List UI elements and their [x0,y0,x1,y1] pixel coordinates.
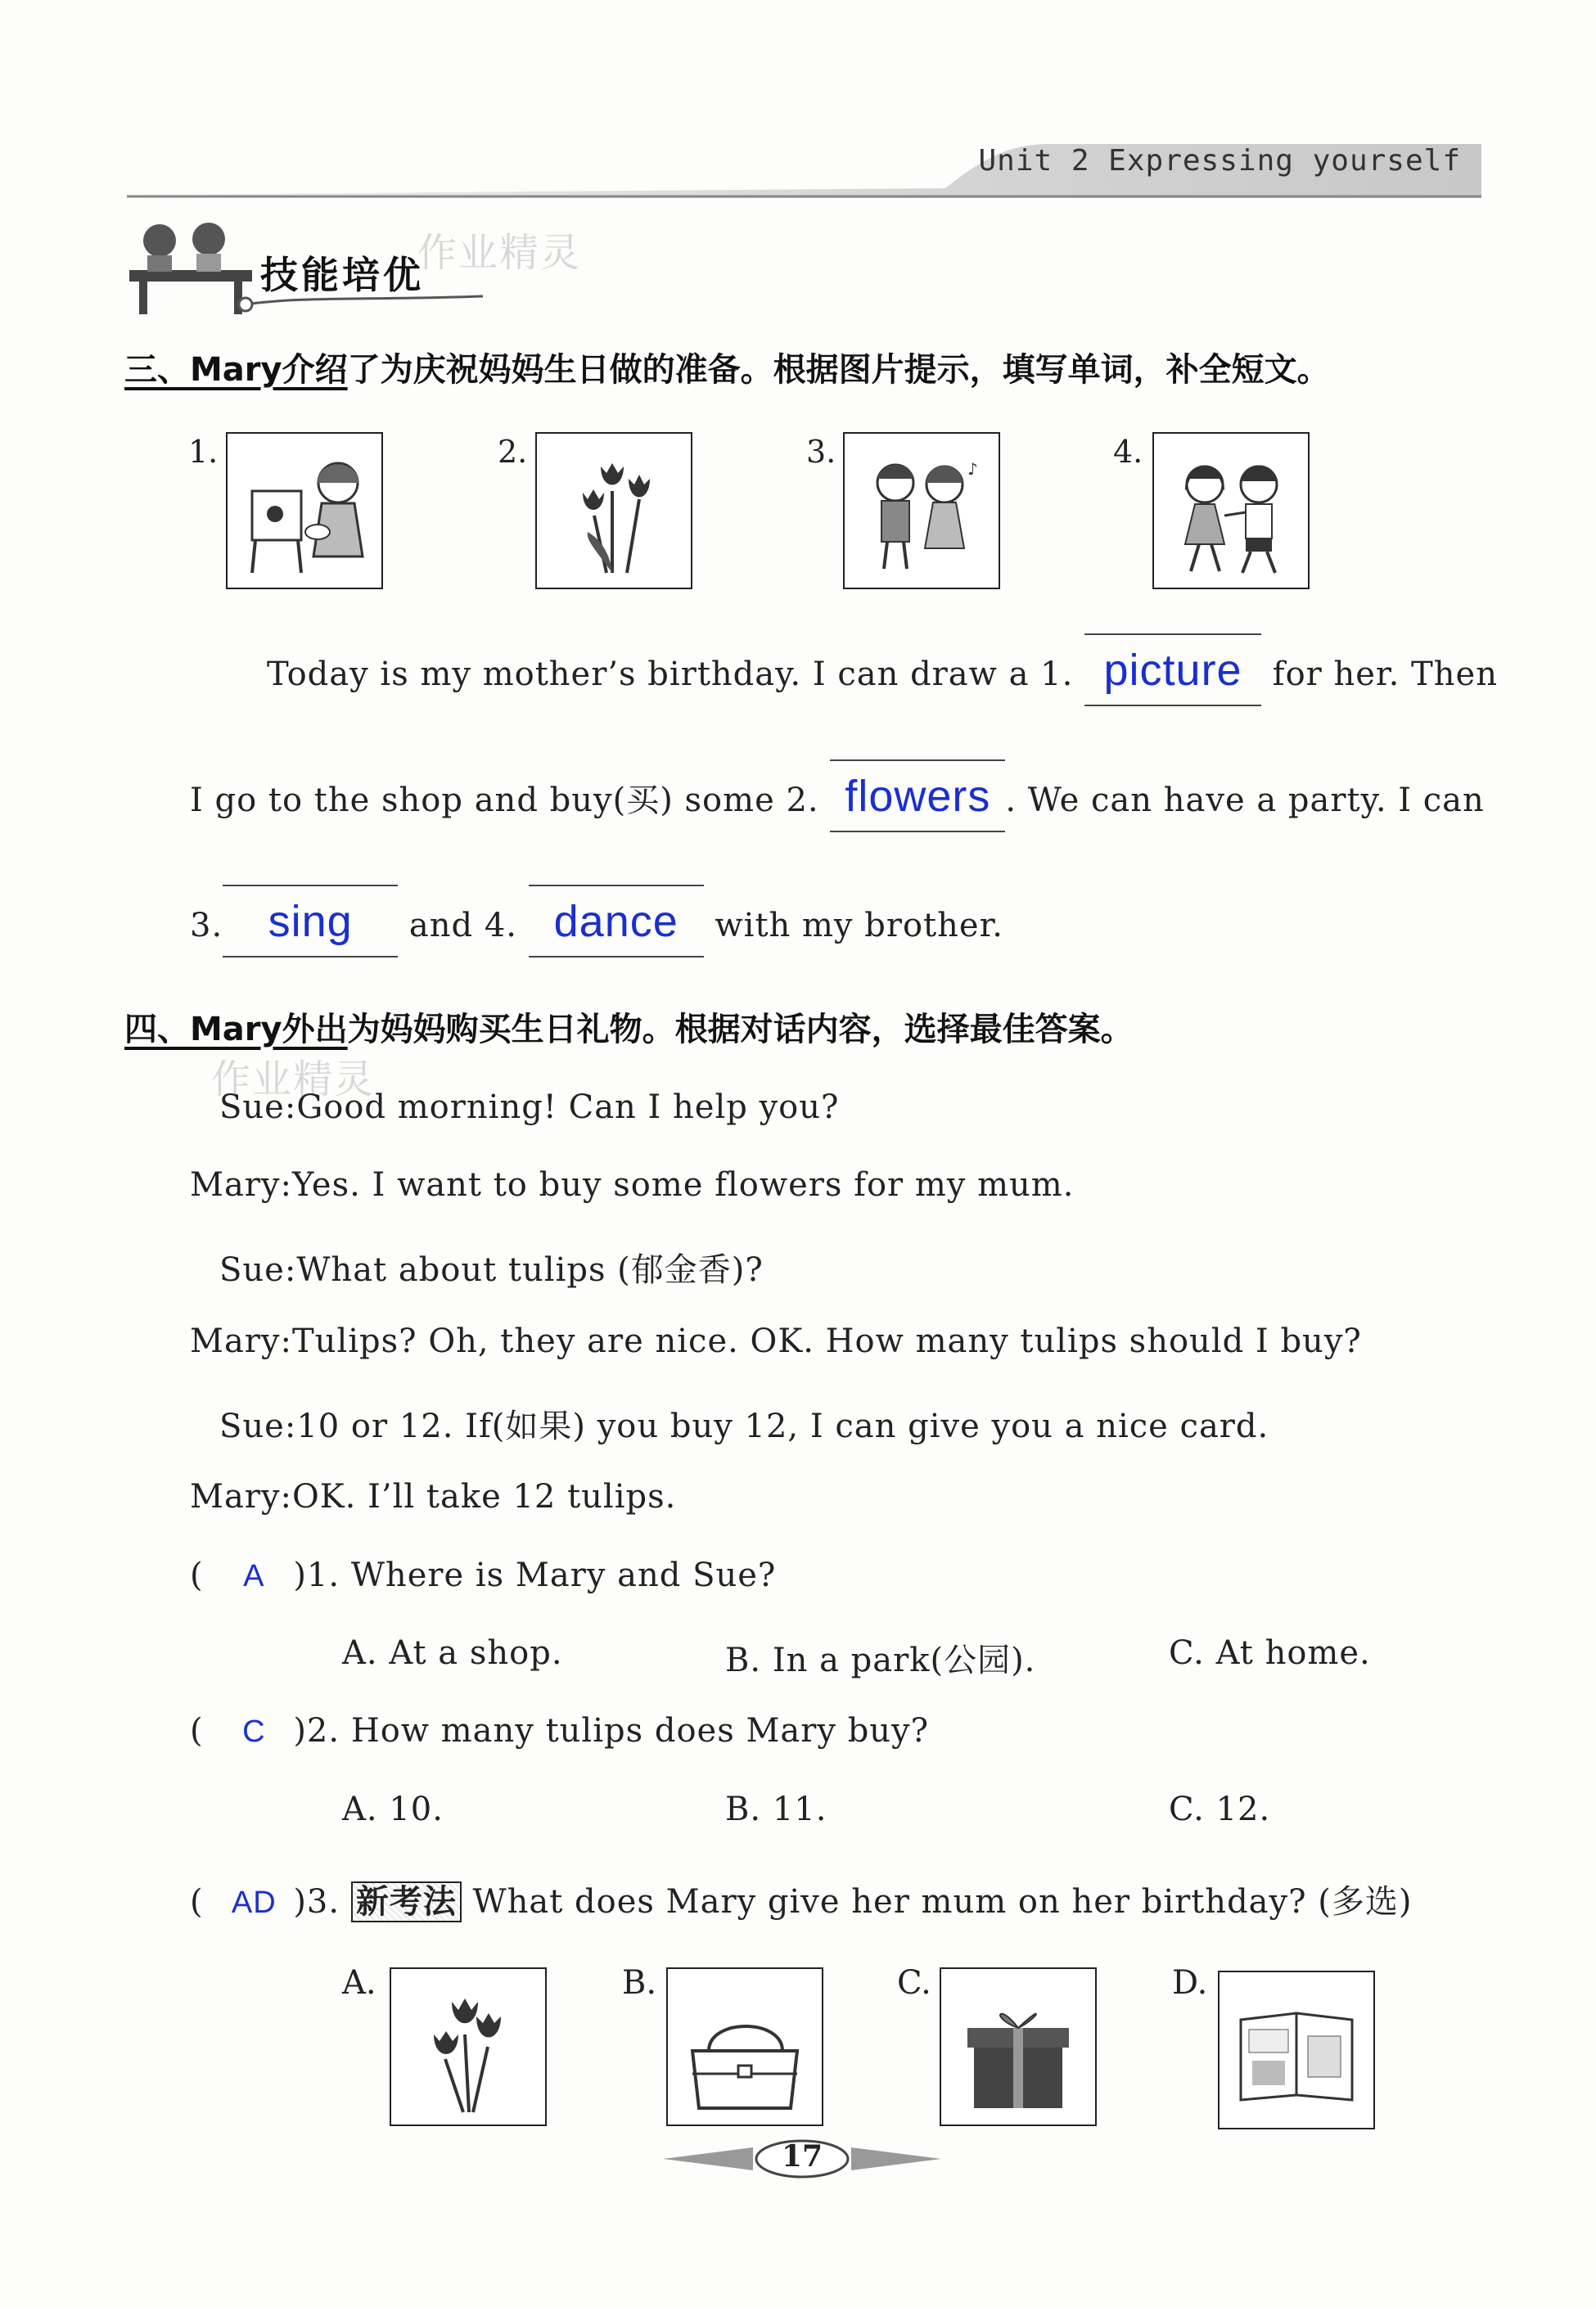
question-2-option-b: B. 11. [725,1791,827,1828]
section-title: 技能培优 [260,253,424,297]
part3-heading-number: 三、Mary介绍 [124,351,348,389]
answer-4: dance [553,897,679,946]
paren: ( [190,1883,204,1921]
q3-option-label-d: D. [1172,1964,1208,2002]
part3-heading [124,344,1330,390]
question-2-option-a: A. 10. [342,1791,444,1828]
q3-option-label-c: C. [897,1964,931,2002]
singing-children-icon [845,434,999,588]
unit-title: Unit 2 Expressing yourself [978,144,1461,178]
passage-line-1 [267,648,1498,693]
passage-text: with my brother. [715,907,1004,944]
dialogue-line-2: Mary:Yes. I want to buy some flowers for my mum. [190,1166,1075,1204]
picture-dancing [1152,432,1310,589]
dialogue-line-3: Sue:What about tulips (郁金香)? [219,1251,764,1289]
passage-text: Today is my mother’s birthday. I can draw a 1. [267,656,1074,693]
picture-girl-painting [226,432,383,589]
passage-text: 3. [190,907,223,944]
question-3-prefix: )3. [293,1883,340,1921]
question-3-answer[interactable]: AD [231,1886,277,1920]
passage-text: for her. Then [1272,656,1498,693]
question-2-answer[interactable]: C [242,1714,266,1749]
picture-number-4: 4. [1113,434,1143,470]
part4-heading-text: 为妈妈购买生日礼物。根据对话内容，选择最佳答案。 [347,1011,1134,1048]
blank-2[interactable] [830,774,1005,819]
question-1-option-b: B. In a park(公园). [725,1642,1036,1679]
passage-text: I go to the shop and buy(买) some 2. [190,782,819,819]
handbag-icon [668,1969,822,2125]
question-1-option-a: A. At a shop. [342,1634,563,1672]
picture-tulips [535,432,692,589]
q3-picture-tulips[interactable] [390,1967,547,2126]
question-2 [190,1712,929,1750]
dialogue-line-4: Mary:Tulips? Oh, they are nice. OK. How many tulips should I buy? [190,1322,1362,1360]
question-3 [190,1876,1413,1922]
dialogue-line-5: Sue:10 or 12. If(如果) you buy 12, I can give you a nice card. [219,1408,1269,1445]
question-2-option-c: C. 12. [1169,1791,1271,1828]
question-1-option-c: C. At home. [1169,1634,1371,1672]
question-2-text: )2. How many tulips does Mary buy? [293,1712,930,1750]
dialogue-line-6: Mary:OK. I’ll take 12 tulips. [190,1478,677,1516]
blank-1[interactable] [1084,648,1261,693]
q3-option-label-a: A. [342,1964,376,2002]
question-1-answer[interactable]: A [243,1559,265,1593]
question-1 [190,1557,776,1594]
picture-number-3: 3. [806,434,836,470]
gift-box-icon [941,1969,1095,2125]
tulips-icon [537,434,691,588]
question-3-text: What does Mary give her mum on her birthday? (多选) [472,1883,1413,1921]
tulips-icon [391,1969,545,2125]
page-number: 17 [781,2139,823,2174]
answer-3: sing [268,897,353,946]
dialogue-line-1: Sue:Good morning! Can I help you? [219,1088,840,1126]
passage-line-2 [190,774,1485,821]
watermark: 作业精灵 [211,1057,376,1102]
paren: ( [190,1712,204,1750]
paren: ( [190,1557,204,1594]
passage-text: . We can have a party. I can [1005,782,1485,819]
q3-picture-handbag[interactable] [666,1967,823,2126]
watermark: 作业精灵 [417,230,582,276]
svg-text:♪: ♪ [967,459,978,479]
blank-3[interactable] [223,899,398,944]
q3-picture-gift-box[interactable] [940,1967,1097,2126]
dancing-children-icon [1154,434,1308,588]
passage-text: and 4. [408,907,517,944]
part4-heading-number: 四、Mary外出 [124,1011,348,1048]
q3-option-label-b: B. [622,1964,657,2002]
part4-heading [124,1003,1134,1050]
new-method-tag: 新考法 [351,1881,462,1922]
passage-line-3 [190,899,1003,944]
part3-heading-text: 了为庆祝妈妈生日做的准备。根据图片提示，填写单词，补全短文。 [347,351,1330,389]
question-1-text: )1. Where is Mary and Sue? [293,1557,777,1594]
picture-number-2: 2. [498,434,528,470]
q3-picture-greeting-card[interactable] [1218,1971,1375,2129]
answer-2: flowers [845,772,991,821]
picture-number-1: 1. [188,434,219,470]
answer-1: picture [1103,646,1242,695]
greeting-card-icon [1220,1972,1373,2128]
blank-4[interactable] [529,899,704,944]
girl-painting-icon [228,434,381,588]
picture-singing [843,432,1000,589]
